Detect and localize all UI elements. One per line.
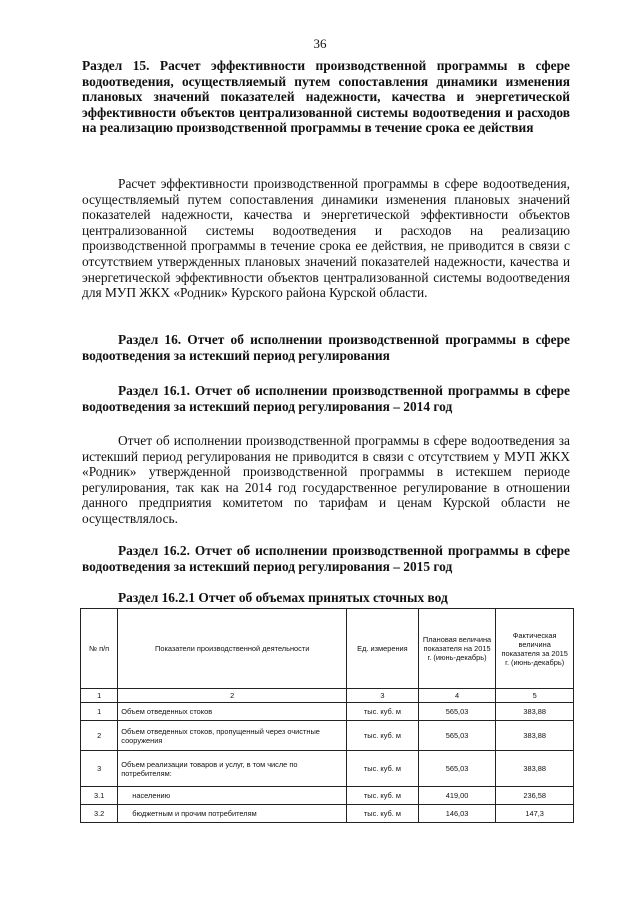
section-16-1-body: Отчет об исполнении производственной программы в сфере водоотведения за истекший период регулирования не приводится в связи с отсутствием у МУП ЖКХ «Родник» утвержденной производственной программы в истекшем периоде регулирования, так как на 2014 год государственное регулирование в отношении данного предприятия комитетом по тарифам и ценам Курской области не осуществлялось. [82, 433, 570, 526]
row-name: населению [118, 787, 347, 805]
col-number: 4 [418, 689, 496, 703]
row-plan: 565,03 [418, 721, 496, 751]
table-row [81, 703, 574, 721]
row-plan: 419,00 [418, 787, 496, 805]
header-num: № п/п [81, 609, 118, 689]
row-num: 3.2 [81, 805, 118, 823]
table-row [81, 721, 574, 751]
col-number: 2 [118, 689, 347, 703]
row-fact: 383,88 [496, 703, 574, 721]
row-fact: 383,88 [496, 751, 574, 787]
row-num: 1 [81, 703, 118, 721]
row-unit: тыс. куб. м [347, 703, 419, 721]
section-16-heading: Раздел 16. Отчет об исполнении производственной программы в сфере водоотведения за истекший период регулирования [82, 332, 570, 363]
section-15-heading: Раздел 15. Расчет эффективности производственной программы в сфере водоотведения, осуществляемый путем сопоставления динамики изменения плановых значений показателей надежности, качества и энергетической эффективности объектов централизованной системы водоотведения и расходов на реализацию производственной программы в течение срока ее действия [82, 58, 570, 136]
header-unit: Ед. измерения [347, 609, 419, 689]
col-number: 1 [81, 689, 118, 703]
row-plan: 565,03 [418, 703, 496, 721]
header-fact: Фактическая величина показателя за 2015 г. (июнь-декабрь) [496, 609, 574, 689]
row-unit: тыс. куб. м [347, 787, 419, 805]
table-header-row [81, 609, 574, 689]
col-number: 5 [496, 689, 574, 703]
sewage-volume-table [80, 608, 574, 823]
section-15-body: Расчет эффективности производственной программы в сфере водоотведения, осуществляемый путем сопоставления динамики изменения плановых значений показателей надежности, качества и энергетической эффективности объектов централизованной системы водоотведения и расходов на реализацию производственной программы в течение срока ее действия, не приводится в связи с отсутствием утвержденных плановых значений показателей надежности, качества и энергетической эффективности объектов централизованной системы водоотведения для МУП ЖКХ «Родник» Курского района Курской области. [82, 176, 570, 301]
section-16-1-heading: Раздел 16.1. Отчет об исполнении производственной программы в сфере водоотведения за истекший период регулирования – 2014 год [82, 383, 570, 414]
page-number: 36 [313, 36, 327, 51]
row-unit: тыс. куб. м [347, 721, 419, 751]
row-fact: 147,3 [496, 805, 574, 823]
table-row [81, 805, 574, 823]
column-number-row [81, 689, 574, 703]
header-indicator: Показатели производственной деятельности [118, 609, 347, 689]
section-16-2-heading: Раздел 16.2. Отчет об исполнении производственной программы в сфере водоотведения за истекший период регулирования – 2015 год [82, 543, 570, 574]
header-plan: Плановая величина показателя на 2015 г. (июнь-декабрь) [418, 609, 496, 689]
row-name: бюджетным и прочим потребителям [118, 805, 347, 823]
table-row [81, 787, 574, 805]
row-plan: 565,03 [418, 751, 496, 787]
row-unit: тыс. куб. м [347, 805, 419, 823]
row-name: Объем отведенных стоков, пропущенный через очистные сооружения [118, 721, 347, 751]
row-num: 3.1 [81, 787, 118, 805]
section-16-2-1-caption: Раздел 16.2.1 Отчет об объемах принятых сточных вод [118, 590, 448, 605]
row-name: Объем реализации товаров и услуг, в том числе по потребителям: [118, 751, 347, 787]
table-row [81, 751, 574, 787]
col-number: 3 [347, 689, 419, 703]
row-plan: 146,03 [418, 805, 496, 823]
row-fact: 383,88 [496, 721, 574, 751]
row-num: 2 [81, 721, 118, 751]
row-num: 3 [81, 751, 118, 787]
row-name: Объем отведенных стоков [118, 703, 347, 721]
row-fact: 236,58 [496, 787, 574, 805]
row-unit: тыс. куб. м [347, 751, 419, 787]
